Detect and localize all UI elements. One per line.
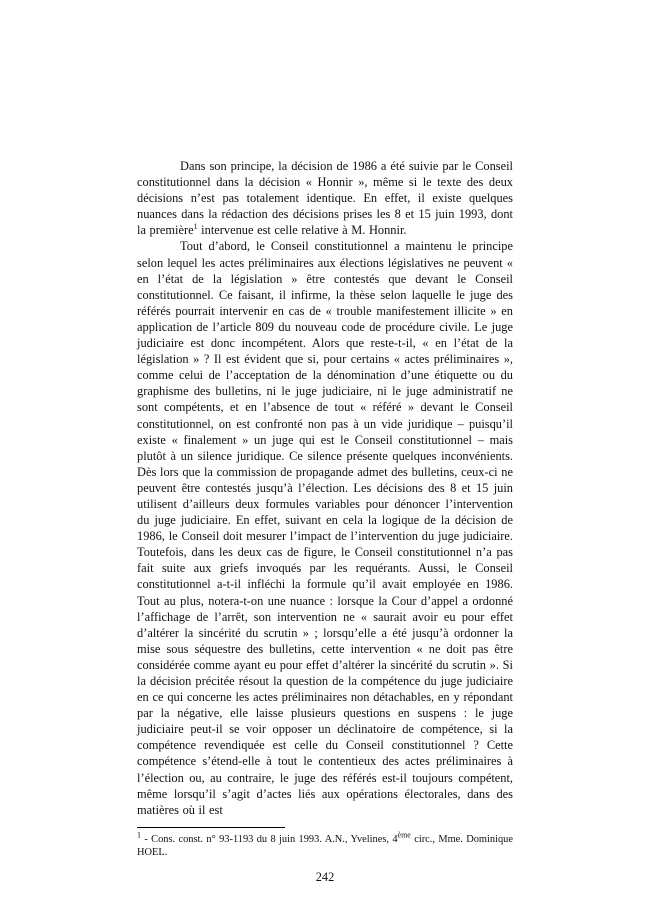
footnote-reference: 1 — [193, 222, 198, 232]
footnote — [137, 830, 513, 859]
footnote-text: - Cons. const. n° 93-1193 du 8 juin 1993. A.N., Yvelines, 4 — [141, 833, 398, 845]
ordinal-superscript: ème — [397, 830, 411, 840]
text-column — [137, 158, 513, 885]
footnote-marker: 1 — [137, 830, 141, 840]
footnote-text: circ., Mme. Dominique HOEL. — [137, 833, 513, 858]
paragraph: Tout d’abord, le Conseil constitutionnel a maintenu le principe selon lequel les actes préliminaires aux élections législatives ne peuvent « en l’état de la législation » être contestés que devant le Conseil constitutionnel. Ce faisant, il infirme, la thèse selon laquelle le juge des référés pourrait intervenir en cas de « trouble manifestement illicite » en application de l’article 809 du nouveau code de procédure civile. Le juge judiciaire est donc incompétent. Alors que reste-t-il, « en l’état de la législation » ? Il est évident que si, pour certains « actes préliminaires », comme celui de l’acceptation de la dénomination d’une étiquette ou du graphisme des bulletins, ni le juge judiciaire, ni le juge administratif ne sont compétents, et en l’absence de tout « référé » devant le Conseil constitutionnel, on est confronté non pas à un vide juridique – puisqu’il existe « finalement » un juge qui est le Conseil constitutionnel – mais plutôt à un silence juridique. Ce silence présente quelques inconvénients. Dès lors que la commission de propagande admet des bulletins, ceux-ci ne peuvent être contestés jusqu’à l’élection. Les décisions des 8 et 15 juin utilisent d’ailleurs deux formules variables pour dénoncer l’intervention du juge judiciaire. En effet, suivant en cela la logique de la décision de 1986, le Conseil doit mesurer l’impact de l’intervention du juge judiciaire. Toutefois, dans les deux cas de figure, le Conseil constitutionnel n’a pas fait suite aux griefs invoqués par les requérants. Aussi, le Conseil constitutionnel a-t-il infléchi la formule qu’il avait employée en 1986. Tout au plus, notera-t-on une nuance : lorsque la Cour d’appel a ordonné l’affichage de l’arrêt, son intervention ne « saurait avoir eu pour effet d’altérer la sincérité du scrutin » ; lorsqu’elle a été jusqu’à ordonner la mise sous séquestre des bulletins, cette intervention « ne doit pas être considérée comme ayant eu pour effet d’altérer la sincérité du scrutin ». Si la décision précitée résout la question de la compétence du juge judiciaire en ce qui concerne les actes préliminaires non détachables, en y répondant par la négative, elle laisse plusieurs questions en suspens : le juge judiciaire peut-il se voir opposer un déclinatoire de compétence, si la compétence revendiquée est celle du Conseil constitutionnel ? Cette compétence s’étend-elle à tout le contentieux des actes préliminaires à l’élection ou, au contraire, le juge des référés est-il toujours compétent, même lorsqu’il s’agit d’actes liés aux opérations électorales, dans des matières où il est — [137, 239, 513, 817]
paragraph-text: Dans son principe, la décision de 1986 a été suivie par le Conseil constitutionnel dans la décision « Honnir », même si le texte des deux décisions n’est pas totalement identique. En effet, il existe quelques nuances dans la rédaction des décisions prises les 8 et 15 juin 1993, dont la première — [137, 159, 513, 238]
footnote-separator — [137, 827, 285, 828]
paragraph — [137, 158, 513, 238]
paragraph-text: intervenue est celle relative à M. Honnir. — [197, 223, 407, 238]
page-number: 242 — [315, 869, 335, 884]
